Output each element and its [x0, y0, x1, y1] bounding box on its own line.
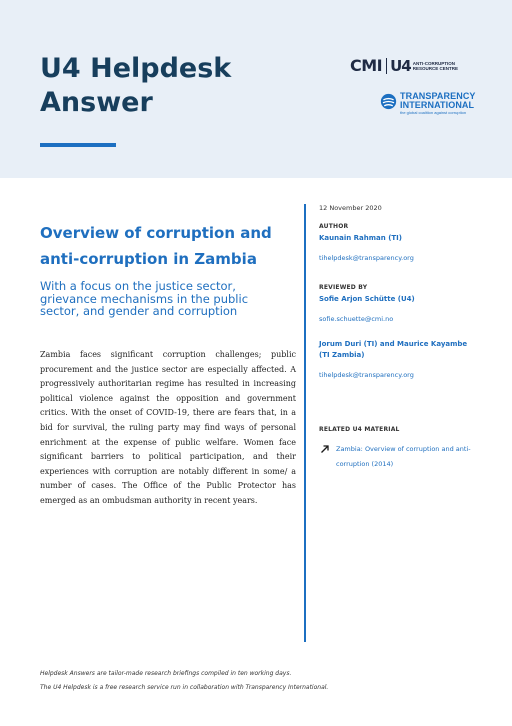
reviewed-by-label: REVIEWED BY [319, 284, 368, 291]
reviewer-2-email[interactable]: tihelpdesk@transparency.org [319, 371, 414, 379]
title-line-1: U4 Helpdesk [40, 53, 232, 84]
reviewer-1-name: Sofie Arjon Schütte (U4) [319, 295, 415, 303]
ti-globe-icon [380, 93, 397, 110]
author-block [319, 223, 489, 262]
ti-name-line-1: TRANSPARENCY [400, 91, 476, 101]
ti-tagline: the global coalition against corruption [400, 110, 467, 115]
related-material-link[interactable]: Zambia: Overview of corruption and anti-corruption (2014) [336, 445, 471, 468]
document-subtitle: With a focus on the justice sector, grievance mechanisms in the public sector, and gender and corruption [40, 279, 249, 318]
title-underline [40, 143, 116, 147]
page-title [40, 52, 231, 120]
sidebar-divider [304, 204, 306, 642]
arrow-up-right-icon [319, 443, 331, 455]
footer-line-2: The U4 Helpdesk is a free research service run in collaboration with Transparency International. [40, 684, 329, 691]
reviewer-1-email[interactable]: sofie.schuette@cmi.no [319, 315, 394, 323]
reviewer-block [319, 284, 489, 379]
author-label: AUTHOR [319, 223, 349, 230]
cmi-u4-logo [350, 56, 458, 75]
author-email[interactable]: tihelpdesk@transparency.org [319, 254, 414, 262]
logo-divider [386, 58, 387, 74]
u4-logo-subtitle [413, 61, 458, 71]
header-band [0, 0, 512, 178]
u4-logo-text: U4 [390, 56, 411, 75]
summary-paragraph: Zambia faces significant corruption challenges; public procurement and the justice sector are especially affected. A progressively authoritarian regime has resulted in increasing political violence against the opposition and government critics. With the onset of COVID-19, there are fears that, in a bid for survival, the ruling party may find ways of personal enrichment at the expense of public welfare. Women face significant barriers to political participation, and their experiences with corruption are notably different in some/ a number of cases. The Office of the Public Protector has emerged as an ombudsman authority in recent years. [40, 350, 296, 505]
u4-subtitle-line-1: ANTI-CORRUPTION [412, 60, 455, 66]
author-name: Kaunain Rahman (TI) [319, 234, 402, 242]
u4-subtitle-line-2: RESOURCE CENTRE [412, 65, 459, 71]
footer-note [40, 667, 480, 695]
transparency-international-logo [380, 92, 476, 116]
reviewer-2-name: Jorum Duri (TI) and Maurice Kayambe (TI Zambia) [319, 340, 468, 359]
related-material-label: RELATED U4 MATERIAL [319, 426, 400, 433]
title-line-2: Answer [40, 87, 153, 118]
publication-date: 12 November 2020 [319, 204, 382, 212]
cmi-logo-text: CMI [350, 56, 383, 75]
ti-logo-text [400, 92, 476, 116]
document-title: Overview of corruption and anti-corruption in Zambia [40, 224, 272, 268]
related-material-item[interactable] [319, 442, 489, 472]
ti-name-line-2: INTERNATIONAL [400, 100, 475, 110]
footer-line-1: Helpdesk Answers are tailor-made research briefings compiled in ten working days. [40, 670, 292, 677]
